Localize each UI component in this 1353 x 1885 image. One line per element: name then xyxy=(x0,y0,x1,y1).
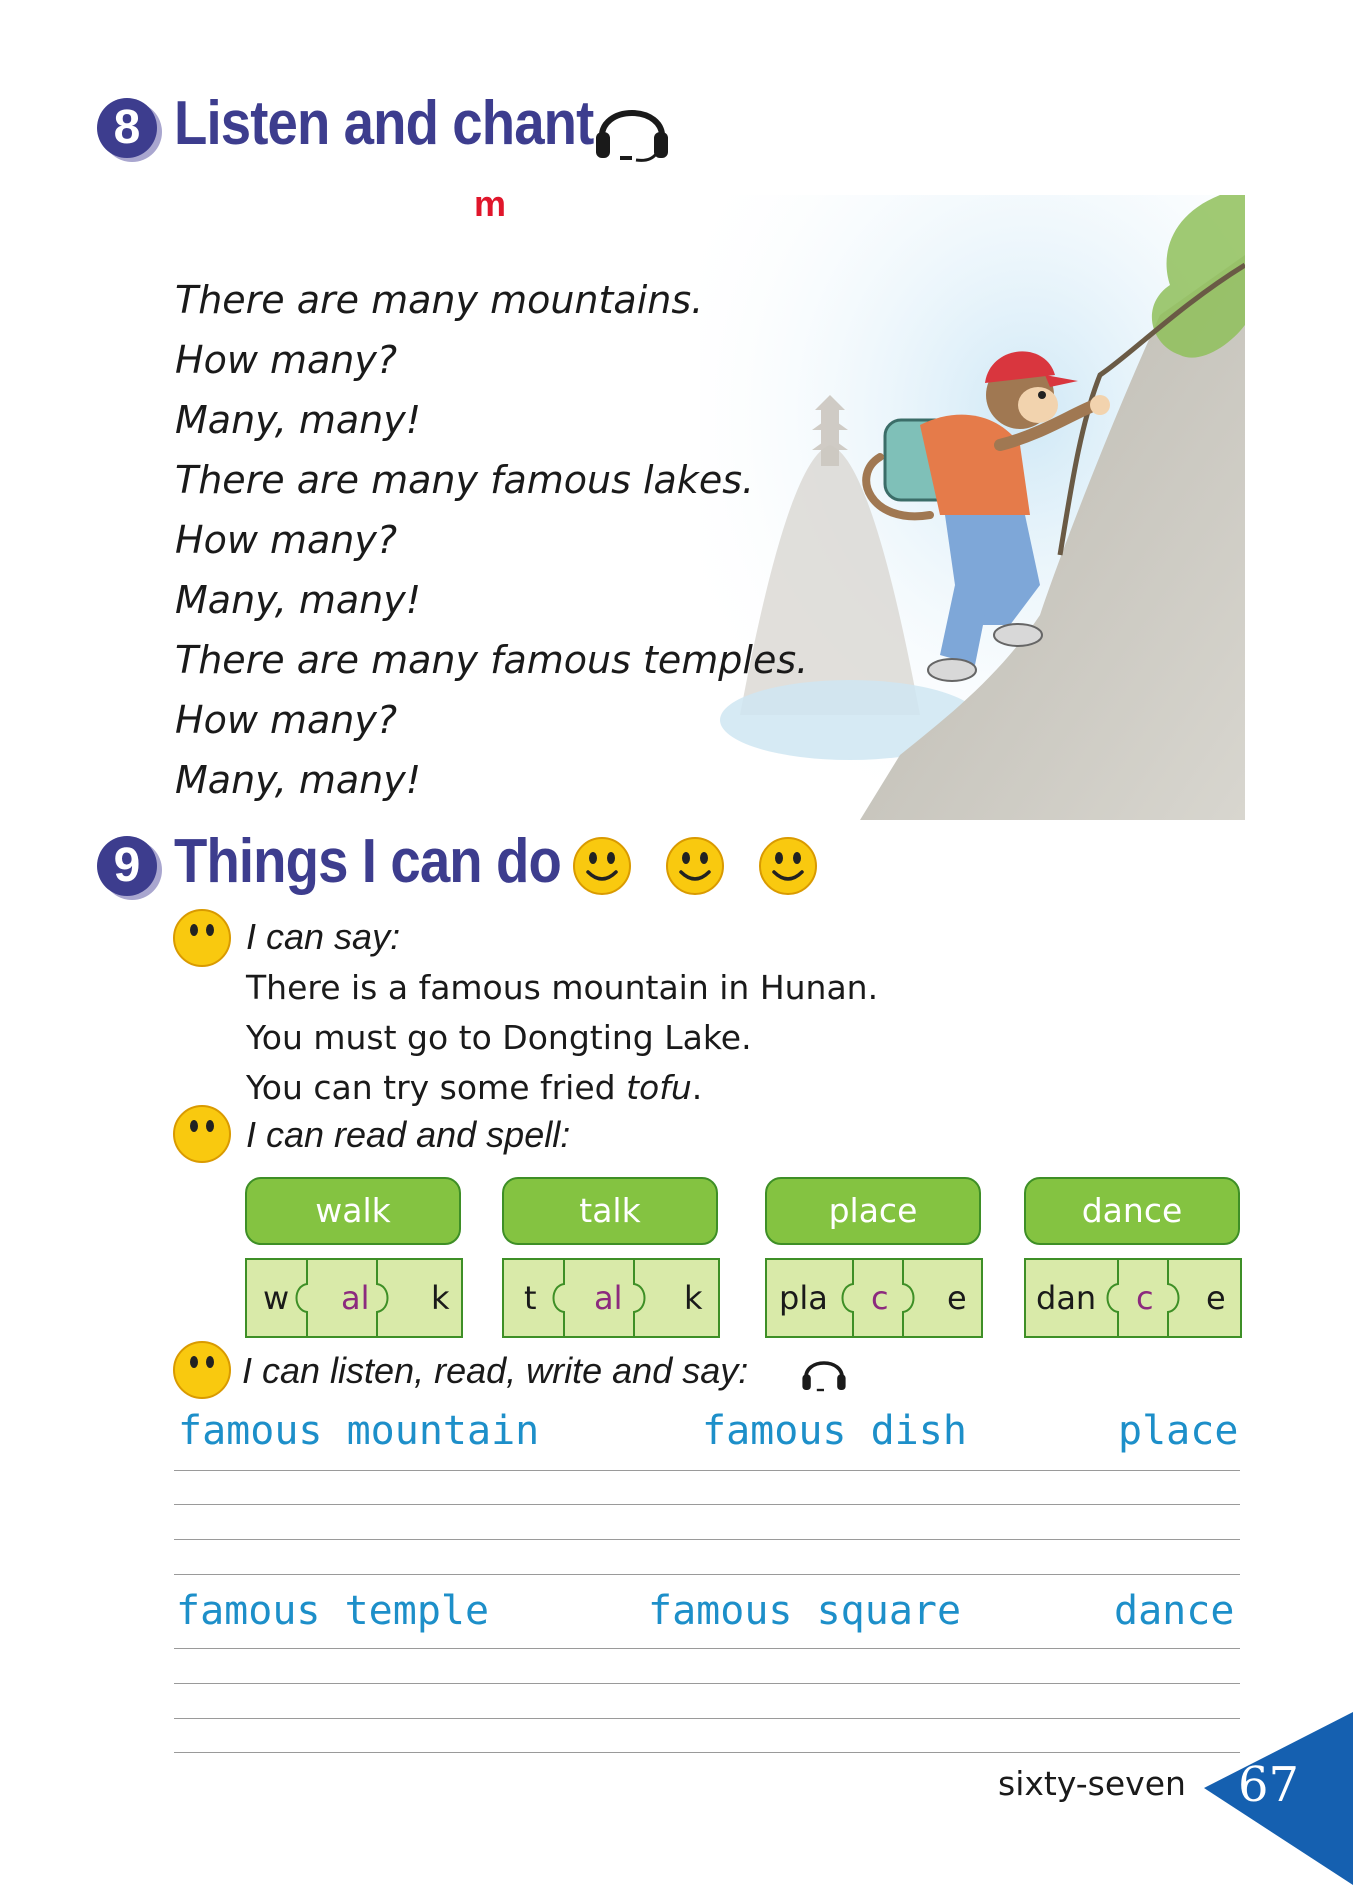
chant-text xyxy=(175,270,808,810)
word-tab-dance: dance xyxy=(1024,1177,1240,1245)
writing-line xyxy=(174,1574,1240,1575)
letter-hint: m xyxy=(474,183,507,224)
writing-line xyxy=(174,1683,1240,1684)
spelling-puzzle xyxy=(765,1258,983,1338)
headphones-icon[interactable] xyxy=(592,92,672,164)
smiley-icon xyxy=(572,836,632,896)
puzzle-left: pla xyxy=(779,1279,828,1317)
chant-line: How many? xyxy=(175,338,398,382)
section-9-number: 9 xyxy=(97,836,157,896)
can-say-line-1: There is a famous mountain in Hunan. xyxy=(246,968,879,1007)
writing-line xyxy=(174,1470,1240,1471)
chant-line: There are many famous lakes. xyxy=(175,458,755,502)
puzzle-right: e xyxy=(1206,1279,1226,1317)
chant-line: Many, many! xyxy=(175,398,421,442)
can-read-heading: I can read and spell: xyxy=(246,1114,571,1155)
puzzle-left: t xyxy=(524,1279,537,1317)
puzzle-right: k xyxy=(431,1279,450,1317)
writing-line xyxy=(174,1504,1240,1505)
writing-word: famous temple xyxy=(176,1588,490,1634)
writing-line xyxy=(174,1539,1240,1540)
can-say-line-3-suffix: . xyxy=(691,1068,703,1107)
page-number-word: sixty-seven xyxy=(998,1764,1186,1803)
can-say-line-3-prefix: You can try some fried xyxy=(246,1068,627,1107)
puzzle-middle: al xyxy=(341,1279,370,1317)
puzzle-right: k xyxy=(684,1279,703,1317)
can-write-heading: I can listen, read, write and say: xyxy=(242,1350,749,1391)
neutral-face-icon xyxy=(172,908,232,968)
puzzle-middle: c xyxy=(1136,1279,1154,1317)
can-say-line-3 xyxy=(246,1068,702,1107)
can-say-line-2: You must go to Dongting Lake. xyxy=(246,1018,752,1057)
smiley-icon xyxy=(665,836,725,896)
section-8-number: 8 xyxy=(97,98,157,158)
word-tab-place: place xyxy=(765,1177,981,1245)
neutral-face-icon xyxy=(172,1340,232,1400)
word-tab-talk: talk xyxy=(502,1177,718,1245)
writing-word: famous square xyxy=(648,1588,962,1634)
writing-line xyxy=(174,1718,1240,1719)
puzzle-middle: c xyxy=(871,1279,889,1317)
puzzle-left: dan xyxy=(1036,1279,1097,1317)
writing-line xyxy=(174,1752,1240,1753)
spelling-puzzle xyxy=(245,1258,463,1338)
puzzle-middle: al xyxy=(594,1279,623,1317)
puzzle-right: e xyxy=(947,1279,967,1317)
spelling-puzzle xyxy=(1024,1258,1242,1338)
can-say-heading: I can say: xyxy=(246,916,401,957)
writing-word: place xyxy=(1118,1408,1239,1454)
chant-line: How many? xyxy=(175,698,398,742)
writing-word: dance xyxy=(1114,1588,1235,1634)
writing-word: famous mountain xyxy=(178,1408,540,1454)
page-number: 67 xyxy=(1238,1757,1300,1813)
chant-line: How many? xyxy=(175,518,398,562)
chant-line: There are many mountains. xyxy=(175,278,704,322)
writing-word: famous dish xyxy=(702,1408,967,1454)
word-tab-walk: walk xyxy=(245,1177,461,1245)
chant-line: Many, many! xyxy=(175,578,421,622)
section-8-title: Listen and chant xyxy=(174,89,594,158)
neutral-face-icon xyxy=(172,1104,232,1164)
headphones-icon[interactable] xyxy=(800,1350,848,1394)
chant-line: There are many famous temples. xyxy=(175,638,809,682)
puzzle-left: w xyxy=(263,1279,290,1317)
smiley-icon xyxy=(758,836,818,896)
can-say-line-3-italic: tofu xyxy=(626,1068,692,1107)
spelling-puzzle xyxy=(502,1258,720,1338)
chant-line: Many, many! xyxy=(175,758,421,802)
section-9-title: Things I can do xyxy=(174,827,561,896)
writing-line xyxy=(174,1648,1240,1649)
